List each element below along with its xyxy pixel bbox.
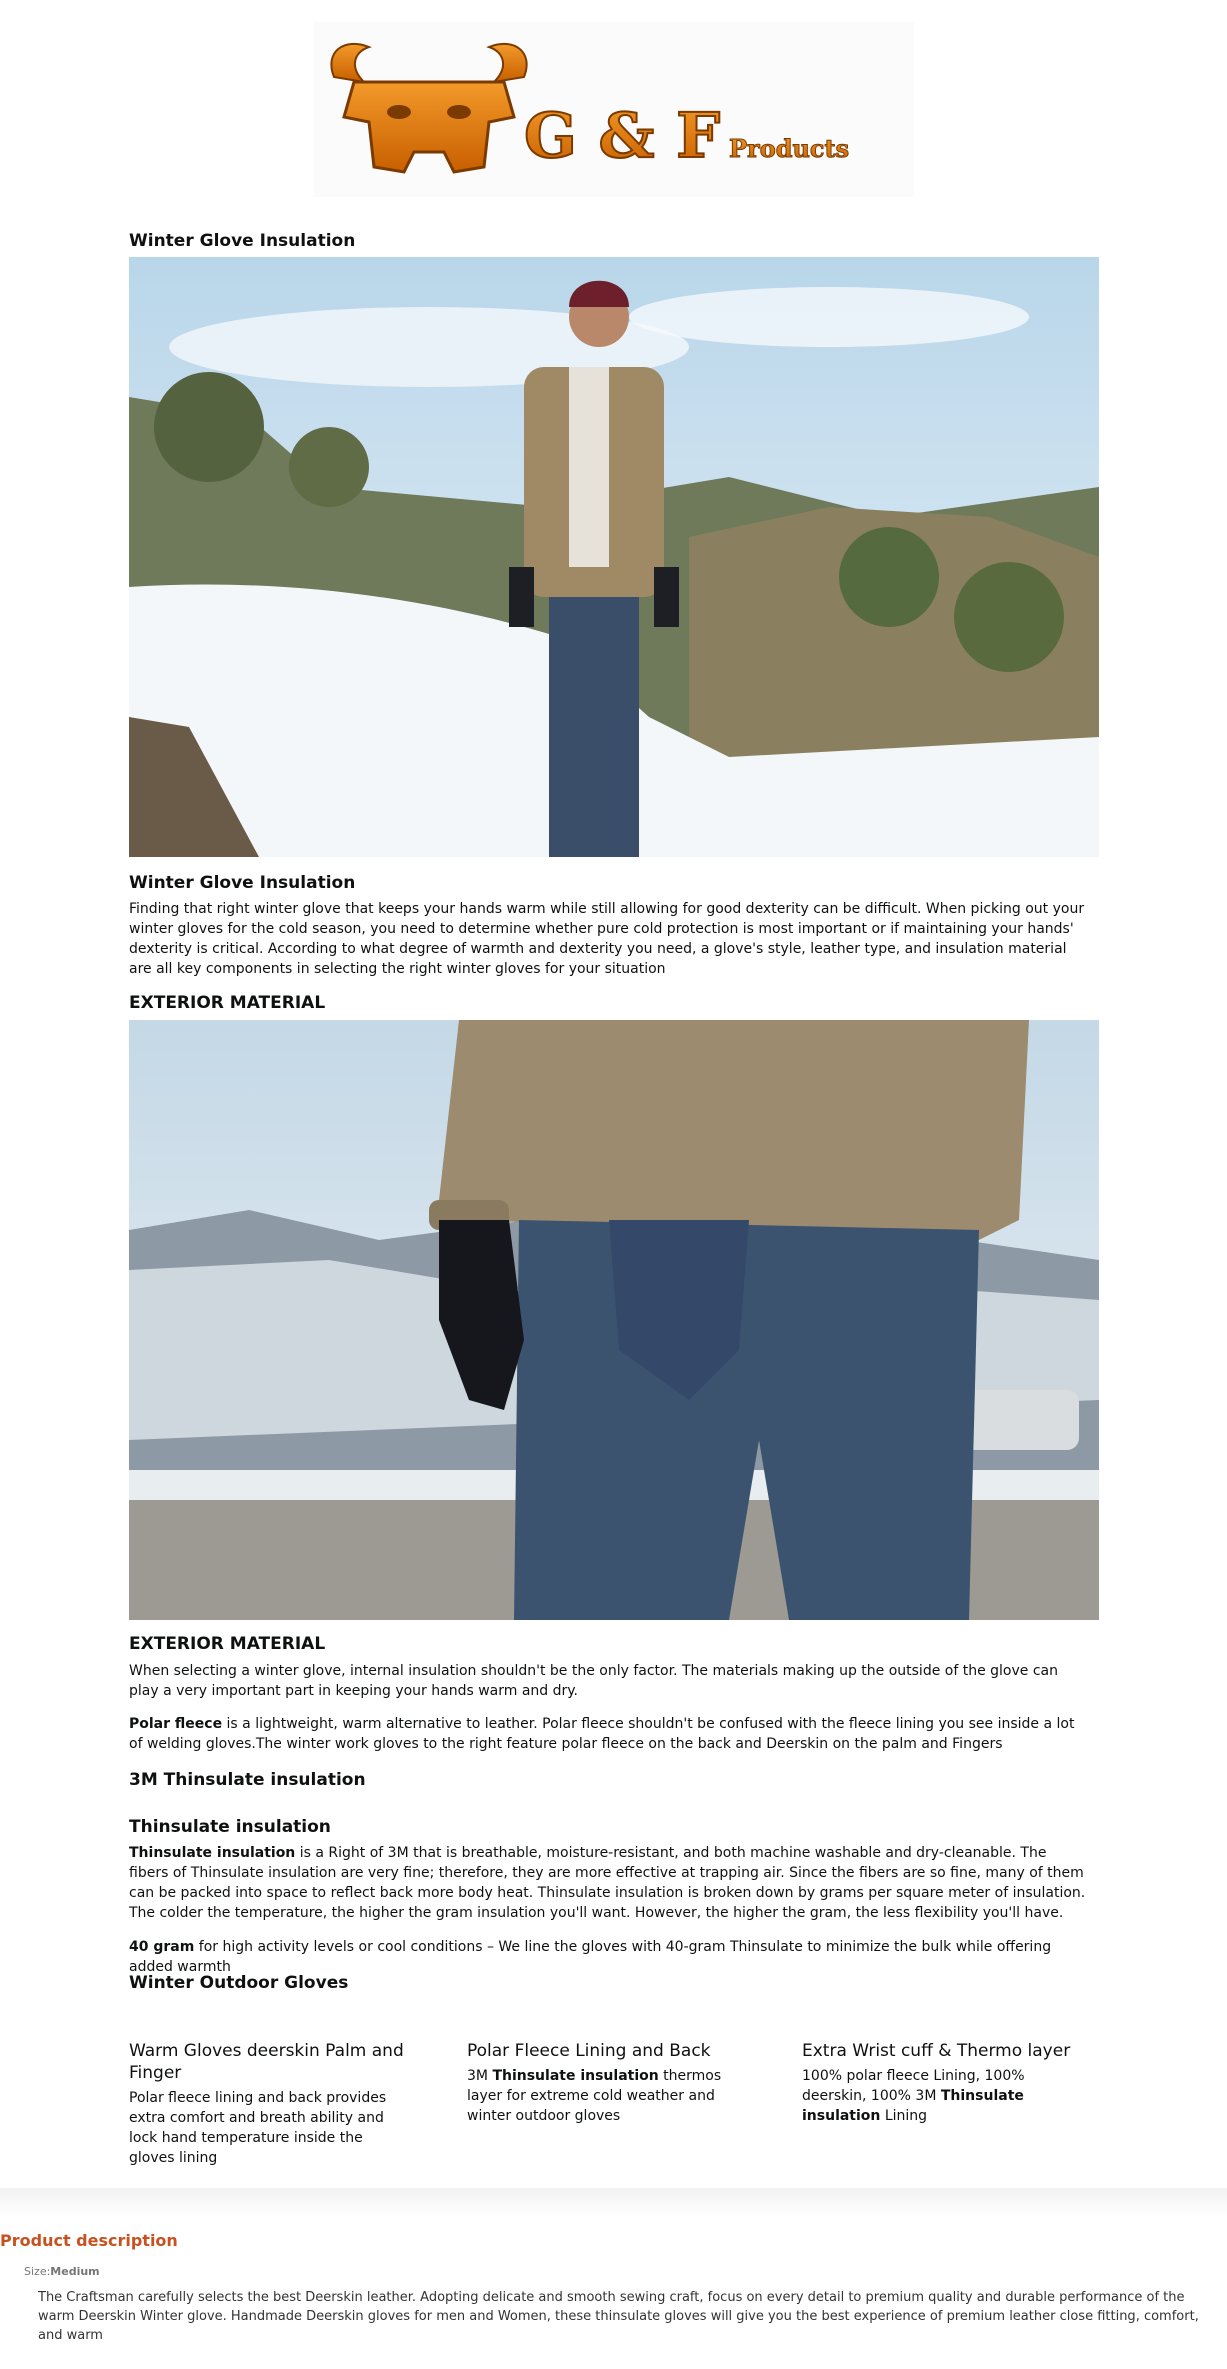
gram-label: 40 gram [129,1939,195,1955]
feature-column-deerskin [129,2040,409,2168]
polar-fleece-description [129,1714,1089,1754]
product-description-title: Product description [0,2231,178,2250]
feature-text-part: 3M [467,2068,493,2084]
feature-text-bold: Thinsulate insulation [492,2068,659,2084]
feature-text [467,2066,747,2126]
logo-subtext: Products [729,134,850,163]
feature-title: Warm Gloves deerskin Palm and Finger [129,2041,404,2083]
feature-column-wrist-cuff [802,2040,1082,2126]
thinsulate-description [129,1843,1089,1923]
bull-head-icon [314,22,914,197]
feature-text-bold: Thinsulate insulation [802,2088,1024,2124]
size-indicator [24,2264,100,2280]
logo-text: G & F [524,99,721,172]
feature-title: Extra Wrist cuff & Thermo layer [802,2041,1071,2061]
feature-text-part: Lining [880,2108,928,2124]
thinsulate-text: is a Right of 3M that is breathable, moisture-resistant, and both machine washable and dry-cleanable. The fibers of Thinsulate insulation are very fine; therefore, they are more effective at trapping air. Since the fibers are so fine, many of them can be packed into space to reflect back more body heat. Thinsulate insulation is broken down by grams per square meter of insulation. The colder the temperature, the higher the gram insulation you'll want. However, the higher the gram, the less flexibility you'll have. [129,1845,1086,1921]
thinsulate-label: Thinsulate insulation [129,1845,296,1861]
feature-text: Polar fleece lining and back provides extra comfort and breath ability and lock hand temperature inside the gloves lining [129,2090,387,2166]
gram-text: for high activity levels or cool conditions – We line the gloves with 40-gram Thinsulate to minimize the bulk while offering added warmth [129,1939,1052,1975]
size-label: Size: [24,2265,51,2278]
feature-text [802,2066,1082,2126]
product-description-text: The Craftsman carefully selects the best Deerskin leather. Adopting delicate and smooth sewing craft, focus on every detail to premium quality and durable performance of the warm Deerskin Winter glove. Handmade Deerskin gloves for men and Women, these thinsulate gloves will give you the best experience of premium leather close fitting, comfort, and warm [38,2290,1199,2343]
section-heading-outdoor-gloves: Winter Outdoor Gloves [129,1973,349,1993]
feature-text-part: thermos layer for extreme cold weather and winter outdoor gloves [467,2068,722,2124]
section-heading-exterior: EXTERIOR MATERIAL [129,1634,326,1654]
section-heading-insulation-top: Winter Glove Insulation [129,231,356,251]
insulation-description: Finding that right winter glove that keeps your hands warm while still allowing for good dexterity can be difficult. When picking out your winter gloves for the cold season, you need to determine whether pure cold protection is most important or if maintaining your hands' dexterity is critical. According to what degree of warmth and dexterity you need, a glove's style, leather type, and insulation material are all key components in selecting the right winter gloves for your situation [129,901,1085,977]
section-divider [0,2188,1227,2218]
gram-description [129,1937,1089,1977]
exterior-description: When selecting a winter glove, internal insulation shouldn't be the only factor. The materials making up the outside of the glove can play a very important part in keeping your hands warm and dry. [129,1663,1058,1699]
section-heading-insulation: Winter Glove Insulation [129,873,356,893]
feature-title: Polar Fleece Lining and Back [467,2041,711,2061]
size-value: Medium [50,2265,100,2278]
section-heading-exterior-top: EXTERIOR MATERIAL [129,993,326,1013]
section-heading-thinsulate: 3M Thinsulate insulation [129,1770,366,1790]
polar-fleece-label: Polar fleece [129,1716,223,1732]
section-subheading-thinsulate: Thinsulate insulation [129,1817,331,1837]
man-in-snow-photo [129,257,1099,857]
jacket-and-jeans-closeup-photo [129,1020,1099,1620]
polar-fleece-text: is a lightweight, warm alternative to leather. Polar fleece shouldn't be confused with the fleece lining you see inside a lot of welding gloves.The winter work gloves to the right feature polar fleece on the back and Deerskin on the palm and Fingers [129,1716,1075,1752]
brand-logo [314,22,914,197]
feature-column-polar-fleece [467,2040,747,2126]
feature-text-part: 100% polar fleece Lining, 100% deerskin, 100% 3M [802,2068,1025,2104]
